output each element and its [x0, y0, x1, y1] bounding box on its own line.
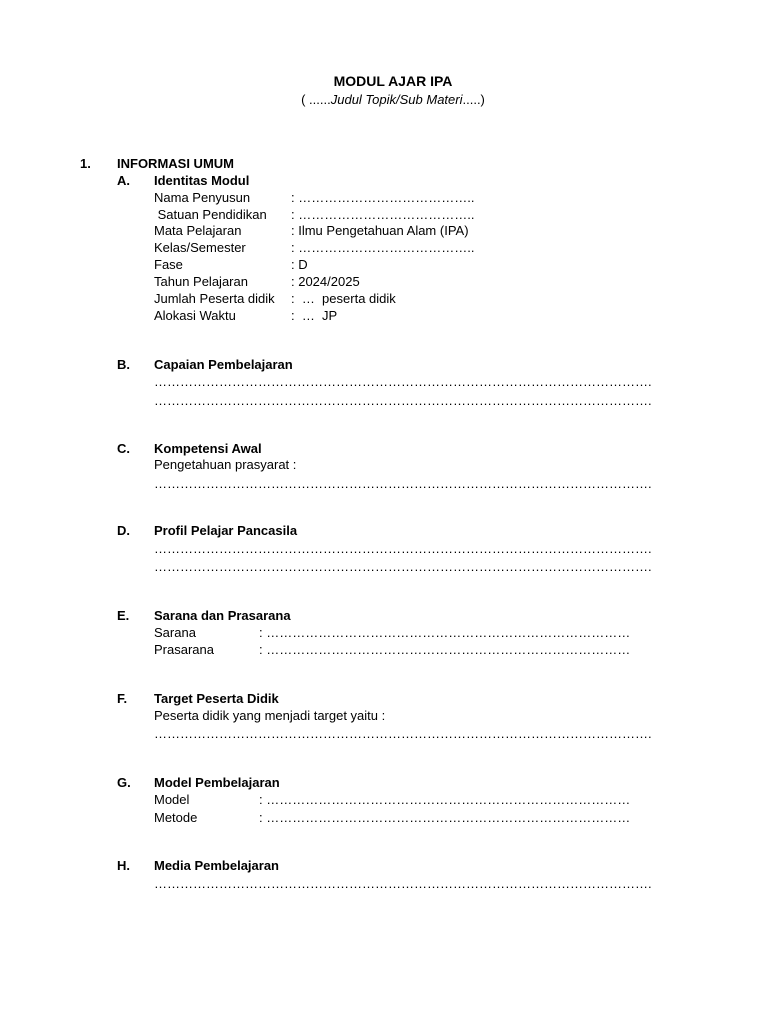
model-value: : …………………………………………………………………………	[259, 792, 631, 807]
facility-label: Prasarana	[154, 642, 214, 657]
subsection-letter-g: G.	[117, 775, 131, 790]
section-heading: INFORMASI UMUM	[117, 156, 234, 171]
identity-value: : …………………………………..	[291, 207, 475, 222]
identity-value: : … JP	[291, 308, 338, 323]
identity-value: : …………………………………..	[291, 240, 475, 255]
identity-label: Kelas/Semester	[154, 240, 246, 255]
identity-label: Alokasi Waktu	[154, 308, 236, 323]
identity-value: : Ilmu Pengetahuan Alam (IPA)	[291, 223, 469, 238]
document-title: MODUL AJAR IPA	[333, 73, 453, 89]
subsection-heading-h: Media Pembelajaran	[154, 858, 279, 873]
identity-label: Tahun Pelajaran	[154, 274, 248, 289]
subsection-letter-a: A.	[117, 173, 130, 188]
facility-label: Sarana	[154, 625, 196, 640]
identity-value: : 2024/2025	[291, 274, 360, 289]
fill-line: …………………………………………………………………………………………………….	[154, 374, 652, 389]
fill-line: …………………………………………………………………………………………………….	[154, 541, 652, 556]
identity-value: : D	[291, 257, 308, 272]
subsection-letter-e: E.	[117, 608, 130, 623]
subsection-heading-f: Target Peserta Didik	[154, 691, 279, 706]
identity-label: Satuan Pendidikan	[154, 207, 267, 222]
section-number: 1.	[80, 156, 91, 171]
fill-line: …………………………………………………………………………………………………….	[154, 726, 652, 741]
identity-label: Mata Pelajaran	[154, 223, 242, 238]
subsection-letter-d: D.	[117, 523, 130, 538]
fill-line: …………………………………………………………………………………………………….	[154, 476, 652, 491]
subsection-letter-b: B.	[117, 357, 130, 372]
fill-line: …………………………………………………………………………………………………….	[154, 876, 652, 891]
identity-label: Nama Penyusun	[154, 190, 251, 205]
subsection-heading-d: Profil Pelajar Pancasila	[154, 523, 298, 538]
subtitle-open: ( ......	[301, 92, 331, 107]
model-label: Model	[154, 792, 190, 807]
subtitle-close: .....)	[462, 92, 485, 107]
method-value: : …………………………………………………………………………	[259, 810, 631, 825]
subtitle-topic: Judul Topik/Sub Materi	[330, 92, 463, 107]
subsection-heading-e: Sarana dan Prasarana	[154, 608, 291, 623]
identity-value: : … peserta didik	[291, 291, 396, 306]
subsection-heading-c: Kompetensi Awal	[154, 441, 262, 456]
subsection-heading-g: Model Pembelajaran	[154, 775, 280, 790]
subsection-letter-h: H.	[117, 858, 130, 873]
subsection-letter-c: C.	[117, 441, 130, 456]
identity-label: Fase	[154, 257, 183, 272]
subsection-letter-f: F.	[117, 691, 128, 706]
identity-label: Jumlah Peserta didik	[154, 291, 275, 306]
target-label: Peserta didik yang menjadi target yaitu :	[154, 708, 386, 723]
facility-value: : …………………………………………………………………………	[259, 642, 631, 657]
method-label: Metode	[154, 810, 198, 825]
fill-line: …………………………………………………………………………………………………….	[154, 393, 652, 408]
prerequisite-label: Pengetahuan prasyarat :	[154, 457, 297, 472]
subsection-heading-a: Identitas Modul	[154, 173, 250, 188]
document-subtitle	[0, 91, 768, 108]
facility-value: : …………………………………………………………………………	[259, 625, 631, 640]
subsection-heading-b: Capaian Pembelajaran	[154, 357, 293, 372]
fill-line: …………………………………………………………………………………………………….	[154, 559, 652, 574]
identity-value: : …………………………………..	[291, 190, 475, 205]
